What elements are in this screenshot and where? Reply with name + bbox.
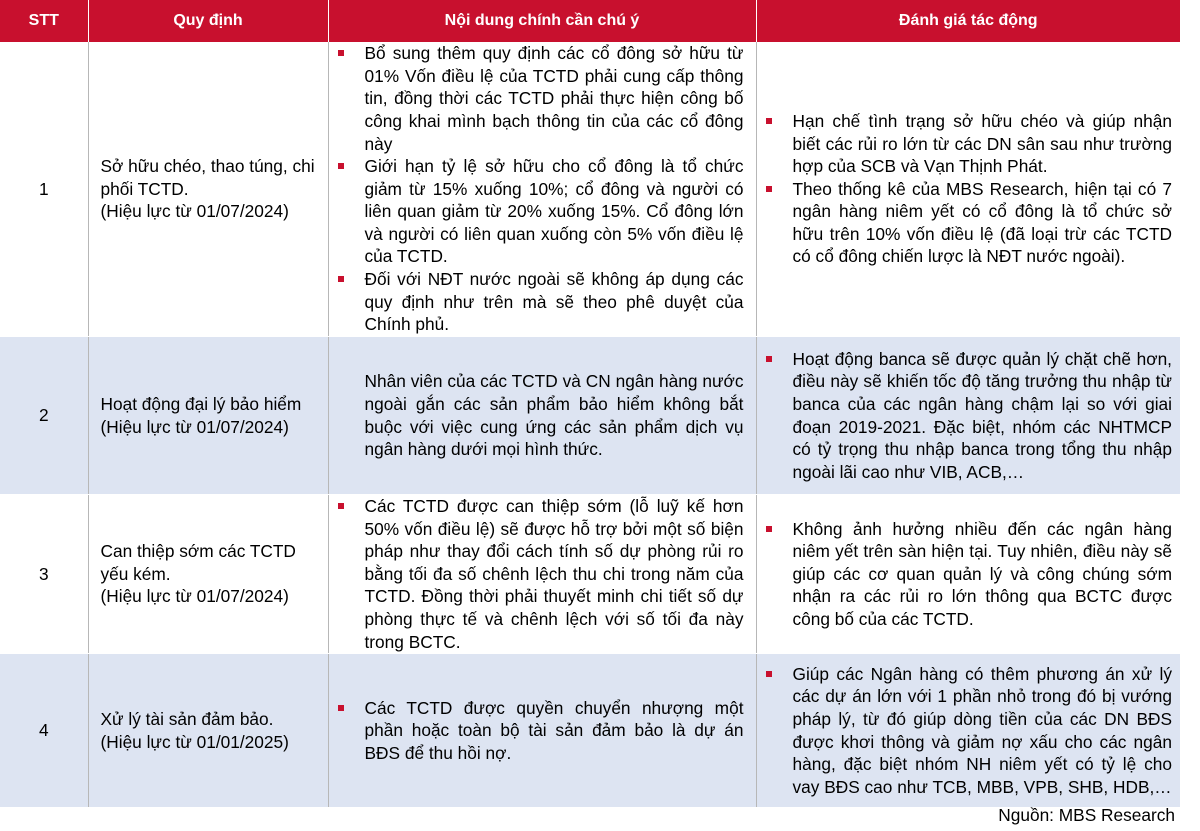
list-item: Đối với NĐT nước ngoài sẽ không áp dụng các quy định như trên mà sẽ theo phê duyệt của Chính phủ. (337, 268, 744, 336)
rule-title: Sở hữu chéo, thao túng, chi phối TCTD. (100, 156, 315, 199)
row-number: 3 (0, 495, 88, 654)
rule-effective-date: (Hiệu lực từ 01/01/2025) (100, 731, 289, 752)
bullet-icon (766, 118, 772, 124)
content-list (337, 495, 744, 653)
list-item: Giúp các Ngân hàng có thêm phương án xử lý các dự án lớn với 1 phần nhỏ trong đó bị vướng pháp lý, từ đó giúp dòng tiền của các DN BĐS được khơi thông và giảm nợ xấu cho các ngân hàng, đặc biệt nhóm NH niêm yết có tỷ lệ cho vay BĐS cao như TCB, MBB, VPB, SHB, HDB,… (765, 663, 1173, 799)
rule-title: Hoạt động đại lý bảo hiểm (100, 393, 302, 414)
content-cell (328, 337, 756, 495)
source-note: Nguồn: MBS Research (998, 805, 1175, 825)
bullet-icon (338, 50, 344, 56)
header-impact: Đánh giá tác động (756, 0, 1180, 42)
list-item: Theo thống kê của MBS Research, hiện tại có 7 ngân hàng niêm yết có cổ đông là tổ chức sở hữu trên 10% vốn điều lệ (đã loại trừ các TCTD có cổ đông chiến lược là NĐT nước ngoài). (765, 178, 1173, 268)
bullet-icon (766, 356, 772, 362)
impact-list (765, 663, 1173, 799)
header-content: Nội dung chính cần chú ý (328, 0, 756, 42)
rule-effective-date: (Hiệu lực từ 01/07/2024) (100, 586, 289, 607)
bullet-icon (766, 186, 772, 192)
bullet-icon (766, 526, 772, 532)
rule-title: Xử lý tài sản đảm bảo. (100, 709, 274, 730)
content-cell (328, 654, 756, 808)
content-list (337, 42, 744, 336)
table-header-row (0, 0, 1180, 42)
impact-cell (756, 495, 1180, 654)
rule-cell (88, 654, 328, 808)
list-item: Giới hạn tỷ lệ sở hữu cho cổ đông là tổ chức giảm từ 15% xuống 10%; cổ đông và người có liên quan giảm từ 20% xuống 15%. Cổ đông lớn và người có liên quan xuống còn 5% vốn điều lệ của TCTD. (337, 155, 744, 268)
impact-list (765, 518, 1173, 631)
bullet-icon (338, 276, 344, 282)
rule-title: Can thiệp sớm các TCTD yếu kém. (100, 541, 296, 584)
impact-list (765, 348, 1173, 484)
list-item: Bổ sung thêm quy định các cổ đông sở hữu từ 01% Vốn điều lệ của TCTD phải cung cấp thông tin, đồng thời các TCTD phải thực hiện công bố công khai mình bạch thông tin của các cổ đông này (337, 42, 744, 155)
table-row (0, 42, 1180, 337)
content-cell (328, 42, 756, 337)
rule-effective-date: (Hiệu lực từ 01/07/2024) (100, 416, 289, 437)
content-cell (328, 495, 756, 654)
rule-effective-date: (Hiệu lực từ 01/07/2024) (100, 201, 289, 222)
row-number: 2 (0, 337, 88, 495)
content-list (337, 697, 744, 765)
rule-cell (88, 337, 328, 495)
list-item: Hạn chế tình trạng sở hữu chéo và giúp nhận biết các rủi ro lớn từ các DN sân sau như trường hợp của SCB và Vạn Thịnh Phát. (765, 110, 1173, 178)
header-stt: STT (0, 0, 88, 42)
content-text: Nhân viên của các TCTD và CN ngân hàng nước ngoài gắn các sản phẩm bảo hiểm không bắt buộc với việc cung ứng các sản phẩm dịch vụ ngân hàng dưới mọi hình thức. (364, 371, 744, 460)
header-rule: Quy định (88, 0, 328, 42)
table-row (0, 337, 1180, 495)
list-item: Hoạt động banca sẽ được quản lý chặt chẽ hơn, điều này sẽ khiến tốc độ tăng trưởng thu nhập từ banca của các ngân hàng chậm lại so với giai đoạn 2019-2021. Đặc biệt, nhóm các NHTMCP có tỷ trọng thu nhập banca trong tổng thu nhập ngoài lãi cao như VIB, ACB,… (765, 348, 1173, 484)
impact-cell (756, 42, 1180, 337)
list-item: Không ảnh hưởng nhiều đến các ngân hàng niêm yết trên sàn hiện tại. Tuy nhiên, điều này sẽ giúp các cơ quan quản lý và công chúng sớm nhận ra các rủi ro lớn thông qua BCTC được công bố của các TCTD. (765, 518, 1173, 631)
row-number: 4 (0, 654, 88, 808)
list-item: Các TCTD được can thiệp sớm (lỗ luỹ kế hơn 50% vốn điều lệ) sẽ được hỗ trợ bởi một số biện pháp như thay đổi cách tính số dự phòng rủi ro bằng tối đa số chênh lệch thu chi trong năm của TCTD. Đồng thời phải thuyết minh chi tiết số dự phòng thực tế và chênh lệch với số tối đa này trong BCTC. (337, 495, 744, 653)
bullet-icon (766, 671, 772, 677)
bullet-icon (338, 705, 344, 711)
impact-list (765, 110, 1173, 268)
rule-cell (88, 495, 328, 654)
table-row (0, 495, 1180, 654)
list-item: Các TCTD được quyền chuyển nhượng một phần hoặc toàn bộ tài sản đảm bảo là dự án BĐS để thu hồi nợ. (337, 697, 744, 765)
row-number: 1 (0, 42, 88, 337)
impact-cell (756, 337, 1180, 495)
impact-cell (756, 654, 1180, 808)
table-row (0, 654, 1180, 808)
rule-cell (88, 42, 328, 337)
bullet-icon (338, 163, 344, 169)
bullet-icon (338, 503, 344, 509)
